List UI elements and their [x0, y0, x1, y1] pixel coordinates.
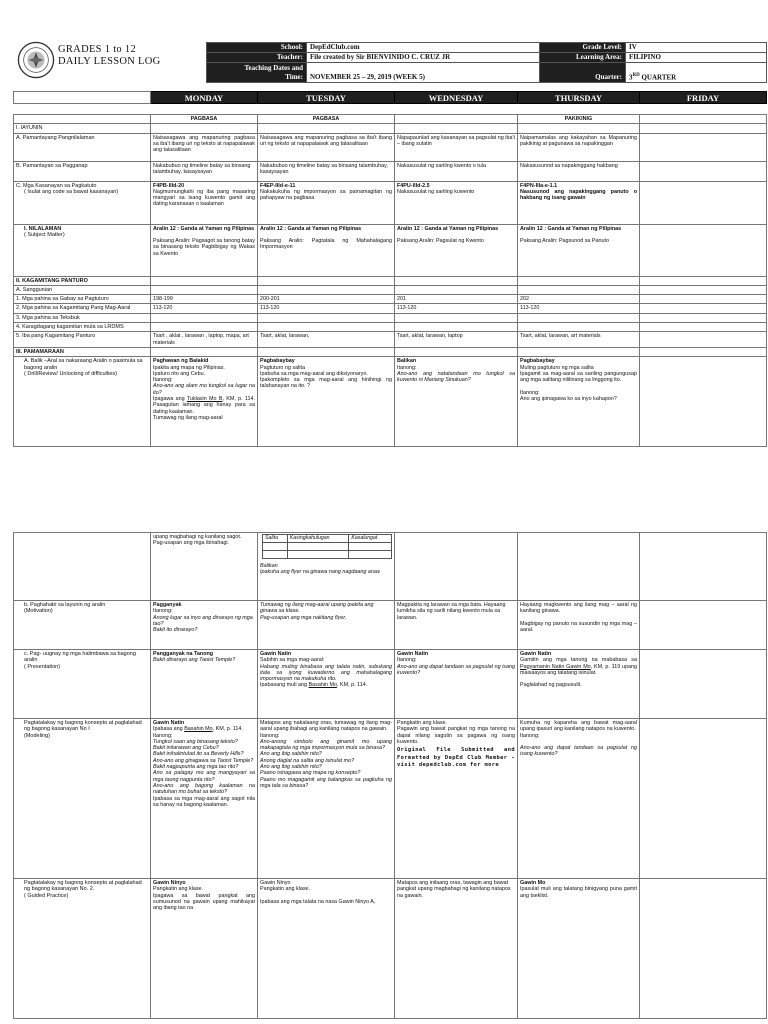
table-row: Pagtatalakay ng bagong konsepto at paglalahad ng bagong kasanayan No. 2. ( Guided Practice) Gawin Ninyo Pangkatin ang klase. Ipagawa sa bawat pangkat ang sumusunod na gawain upang mahikayat ang ibang tao na Gawin Ninyo Pangkatin ang klase. Ipabasa ang mga talata na nasa Gawin Ninyo A, Matapos ang inilaang oras, tawagin ang bawat pangkat upang magbahagi ng kanilang natapos na gawain. Gawin Mo Ipasulat muli ang talatang binigyang puna gamit ang tseklist. [14, 879, 767, 1019]
table-row: C. Mga Kasanayan sa Pagkatuto ( Isulat ang code sa bawat kasanayan) F4PB-IIId-20 Nagmumungkahi ng iba pang maaaring mangyari sa isang kuwento gamit ang dating karanasan o kaalaman F4EP-IIId-e-11 Nakakukuha ng impormasyon sa pamamagitan ng pahapyaw na pagbasa F4PU-IIId-2.5 Nakasusulat ng sariling kuwento F4PN-IIIa-e-1.1 Nasusunod ang napakinggang panuto o hakbang ng isang gawain [14, 181, 767, 224]
area-label: Learning Area: [540, 53, 626, 63]
table-row: Pagtatalakay ng bagong konsepto at paglalahad ng bagong kasanayan No I (Modeling) Gawin Natin Ipabasa ang Basahin Mo, KM, p. 114. Itanong: Tungkol saan ang binasang teksto? Bakit inilarawan ang Cebu? Bakit inihalintulad ito sa Beverly Hills? Ano-ano ang ginagawa sa Taoist Temple? Bakit nagpupunta ang mga tao rito? Ano sa palagay mo ang mangyayari sa mga taong nagpunta rito? Ano-ano ang bagong kaalaman na natutuhan mo buhat sa teksto? Ipabasa sa mga mag-aaral ang sagot nila sa hanay na bagong kaalaman. Matapos ang nakalaang oras, tumawag ng ilang mag-aaral upang ibahagi ang kanilang natapos na gawain. Itanong: Ano-anong simbolo ang ginamit mo upang makapagtala ng mga impormasyon mula sa binasa? Ano ang ibig sabihin nito? Anong daglat na salita ang isinulat mo? Ano ang ibig sabihin nito? Paano isinagawa ang mapa ng konsepto? Paano mo magagamit ang balangkas sa pagkuha ng mga tala sa binasa? Pangkatin ang klase. Pagawin ang bawat pangkat ng mga tanong na dapat nilang sagutin sa pagawa ng isang kuwento. Original File Submitted and Formatted by DepEd Club Member - visit depedclub.com for more Kumuha ng kapareha ang bawat mag-aaral upang ipasuri ang kanilang natapos na kuwento. Itanong: Ano-ano ang dapat tandaan sa pagsulat ng isang kuwento? [14, 719, 767, 879]
day-friday: FRIDAY [640, 92, 767, 104]
table-row: II. KAGAMITANG PANTURO [14, 276, 767, 285]
table-row: 2. Mga pahina sa Kagamitang Pang Mag-Aaral 113-120 113-120 113-120 113-120 [14, 304, 767, 313]
deped-club-watermark: Original File Submitted and Formatted by DepEd Club Member - visit depedclub.com for more [397, 747, 515, 769]
table-row: III. PAMAMARAAN [14, 347, 767, 356]
lesson-table-page-2 [13, 532, 767, 1019]
grade-label: Grade Level: [540, 43, 626, 53]
table-row: 3. Mga pahina sa Teksbuk [14, 313, 767, 322]
school-value: DepEdClub.com [307, 43, 540, 53]
vocabulary-table: Salita Kasingkahulugan Kasalungat [262, 534, 392, 559]
table-row: 1. Mga pahina sa Gabay sa Pagtuturo 198-199 200-201 201 202 [14, 295, 767, 304]
day-tuesday: TUESDAY [258, 92, 395, 104]
table-row: upang magbahagi ng kanilang sagot. Pag-usapan ang mga ibinahagi. Salita Kasingkahulugan Kasalungat Balikan Ipakuha ang flyer na ginawa nang nagdaang araw. [14, 533, 767, 601]
table-row: 4. Karagdagang kagamitan mula sa LRDMS [14, 323, 767, 332]
day-monday: MONDAY [151, 92, 258, 104]
table-row: A. Sanggunian [14, 285, 767, 294]
header [13, 38, 766, 103]
lesson-log-page-2 [13, 532, 766, 1022]
day-thursday: THURSDAY [518, 92, 640, 104]
table-row: c. Pag- uugnay ng mga halimbawa sa bagong aralin ( Presentation) Pangganyak na Tanong Bakit dinarayo ang Taoist Temple? Gawin Natin Sabihin sa mga mag-aaral: Habang muling binabasa ang talata natin, subukang itala sa iyong kuwaderno ang mahahalagang impormasyon na makukuha rito. Ipabasang muli ang Basahin Mo, KM, p. 114. Gawin Natin Itanong: Ano-ano ang dapat tandaan sa pagsulat ng isang kuwento? Gawin Natin Gamitin ang mga tanong na mababasa sa Pagyamanin Natin Gawin Mo, KM, p. 119 upang maisaayos ang talatang isinulat. Paglalahad ng pagsusulit. [14, 650, 767, 719]
day-header-row [13, 91, 767, 104]
table-row: b. Paghahabi sa layunin ng aralin (Motivation) Pagganyak Itanong: Anong lugar sa inyo ang dinarayo ng mga tao? Bakit ito dinarayo? Tumawag ng ilang mag-aaral upang ipakita ang ginawa sa klase. Pag-usapan ang mga nakitang flyer. Magpakita ng larawan sa mga bata. Hayaang lumikha sila ng sarili nilang kwento mula sa larawan. Hayaang magkwento ang ilang mag – aaral ng kanilang ginawa. Magbigay ng panuto na susundin ng mga mag – aaral. [14, 601, 767, 650]
area-value: FILIPINO [626, 53, 767, 63]
day-wednesday: WEDNESDAY [395, 92, 518, 104]
dates-value: NOVEMBER 25 – 29, 2019 (WEEK 5) [307, 63, 540, 83]
table-row: 5. Iba pang Kagamitang Panturo Tsart , aklat , larawan , laptop, mapa, art materials Tsart, aklat, larawan, Tsart, aklat, larawan, laptop Tsart, aklat, larawan, art materials [14, 332, 767, 348]
teacher-value: File created by Sir BIENVINIDO C. CRUZ JR [307, 53, 540, 63]
table-row: A. Balik –Aral sa nakaraang Aralin o pasimula sa bagong aralin ( Drill/Review/ Unlocking of difficulties) Paghawan ng Balakid Ipakita ang mapa ng Pilipinas. Ipaturo rito ang Cebu. Itanong: Ano-ano ang alam mo tungkol sa lugar na ito? Ipagawa ang Tuklasin Mo B, KM, p. 114. Pasagutan lamang ang hanay para sa dating kaalaman. Tumawag ng ilang mag-aaral Pagbabaybay Pagtuturo ng salita Ipabuha sa mga mag-aaral ang diksiyonaryo. Ipakompleto sa mga mag-aaral ang hinihingi ng talahanayan na ito. ? Balikan Itanong: Ano-ano ang natatandaan mo tungkol sa kuwento ni Mariang Sinukuan? Pagbabaybay Muling pagtuturo ng mga salita Ipagamit sa mag-aaral sa sariling pangungusap ang mga salitang nililinang sa linggong ito. Itanong: Ano ang ipinagawa ko sa inyo kahapon? [14, 357, 767, 447]
table-row: A. Pamantayang Pangnilalaman Naisasagawa ang mapanuring pagbasa sa iba't ibang uri ng teksto at napapalawak ang talasalitaan Naisasagawa ang mapanuring pagbasa sa iba't ibang uri ng teksto at napapalawak ang talasalitaan Napapaunlad ang kasanayan sa pagsulat ng iba't – ibang sulatin Naipamamalas ang kakayahan sa Mapanuring pakikinig at pagunawa sa napakinggan [14, 133, 767, 161]
table-row: I. IAYUNIN [14, 124, 767, 133]
document-title: GRADES 1 to 12 DAILY LESSON LOG [58, 44, 161, 67]
quarter-label: Quarter: [540, 63, 626, 83]
table-row: PAGBASA PAGBASA PAKIKINIG [14, 115, 767, 124]
teacher-label: Teacher: [207, 53, 307, 63]
lesson-log-page-1 [13, 38, 766, 485]
grade-value: IV [626, 43, 767, 53]
quarter-value: 3RD QUARTER [626, 63, 767, 83]
table-row: B. Pamantayan sa Pagganap Nakabubuo ng timeline batay sa binsang talambuhay, kasaysayan Nakabubuo ng timeline batay sa binsang talambuhay, kasaysayan Nakasusulat ng sariling kwento o tula Nakasusunod sa napakinggang hakbang [14, 161, 767, 181]
header-info-table [206, 42, 767, 83]
table-row: I. NILALAMAN ( Subject Matter) Aralin 12 : Ganda at Yaman ng Pilipinas Paksang Aralin: Pagsagot sa tanong batay sa binasang teksto Pagbibigay ng Wakas sa Kwento Aralin 12 : Ganda at Yaman ng Pilipinas Paksang Aralin: Pagtatala ng Mahahalagang Impormasyon Aralin 12 : Ganda at Yaman ng Pilipinas Paksang Aralin: Pagsulat ng Kwento Aralin 12 : Ganda at Yaman ng Pilipinas Paksang Aralin: Pagsunod sa Panuto [14, 224, 767, 276]
lesson-table-page-1 [13, 114, 767, 447]
dates-label: Teaching Dates and Time: [207, 63, 307, 83]
deped-seal-icon [17, 41, 55, 79]
school-label: School: [207, 43, 307, 53]
